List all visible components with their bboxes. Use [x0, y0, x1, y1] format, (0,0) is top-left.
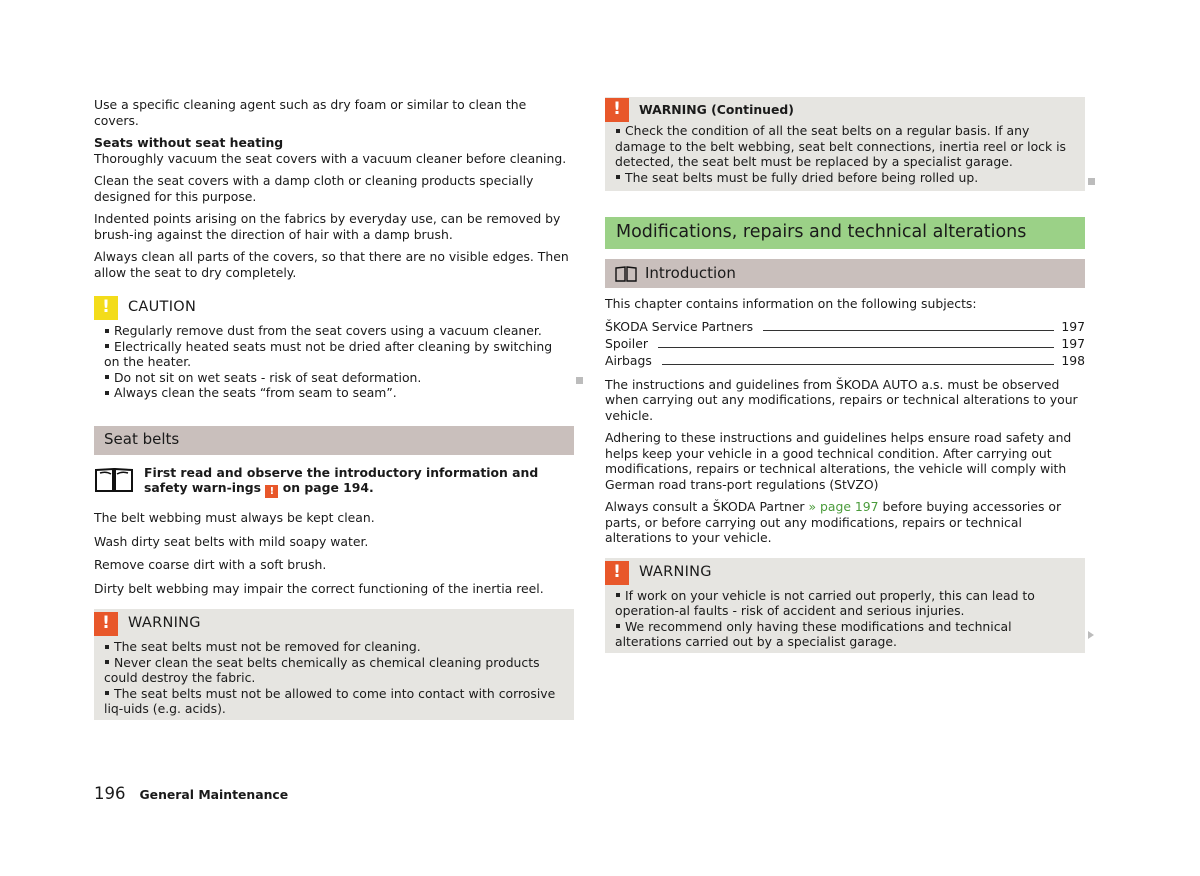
warning-continued-list — [615, 123, 1075, 185]
warning-continued-title: WARNING (Continued) — [639, 102, 794, 118]
paragraph — [94, 135, 574, 166]
paragraph: The belt webbing must always be kept clean. — [94, 510, 375, 525]
bullet-icon — [616, 593, 620, 597]
list-item: We recommend only having these modifications and technical alterations carried out by a specialist garage. — [615, 618, 1012, 649]
list-item: The seat belts must not be allowed to come into contact with corrosive liq-uids (e.g. acids). — [104, 685, 556, 716]
toc-entry[interactable]: Airbags 198 — [605, 353, 1085, 368]
warning-icon: ! — [605, 98, 629, 122]
warning-header — [605, 558, 1075, 588]
paragraph: Clean the seat covers with a damp cloth or cleaning products specially designed for this purpose. — [94, 173, 534, 204]
chapter-title: Modifications, repairs and technical alterations — [605, 217, 1085, 249]
book-icon — [94, 465, 134, 493]
list-item: Do not sit on wet seats - risk of seat deformation. — [104, 370, 564, 386]
bullet-icon — [105, 344, 109, 348]
paragraph: Always consult a ŠKODA Partner » page 197 before buying accessories or parts, or before carrying out any modifications, repairs or technical alterations to your vehicle. — [605, 499, 1062, 545]
chapter-name: General Maintenance — [139, 787, 289, 802]
caution-title: CAUTION — [128, 299, 197, 316]
end-of-section-mark — [1088, 178, 1095, 185]
list-item: Never clean the seat belts chemically as chemical cleaning products could destroy the fabric. — [104, 654, 540, 685]
list-item: Check the condition of all the seat belts on a regular basis. If any damage to the belt webbing, seat belt connections, inertia reel or lock is detected, the seat belt must be replaced by a specialist garage. — [615, 123, 1067, 169]
list-item: If work on your vehicle is not carried out properly, this can lead to operation-al faults - risk of accident and serious injuries. — [615, 587, 1035, 618]
bullet-icon — [105, 329, 109, 333]
caution-header — [94, 293, 564, 323]
warning-box — [94, 609, 574, 720]
right-column — [605, 97, 1085, 653]
list-item: Always clean the seats “from seam to seam”. — [104, 385, 564, 401]
list-item: The seat belts must be fully dried before being rolled up. — [615, 170, 1075, 186]
page-number: 196 — [94, 784, 126, 803]
toc-list — [605, 318, 1085, 369]
section-title: Seat belts — [94, 426, 574, 455]
paragraph-text: Thoroughly vacuum the seat covers with a vacuum cleaner before cleaning. — [94, 150, 567, 166]
paragraph: Wash dirty seat belts with mild soapy water. — [94, 533, 369, 549]
bullet-icon — [616, 624, 620, 628]
warning-mini-icon: ! — [265, 485, 278, 498]
warning-list — [104, 639, 564, 717]
paragraph: Adhering to these instructions and guidelines helps ensure road safety and helps keep your vehicle in a good technical condition. After carrying out modifications, repairs or technical alterations, the vehicle will comply with German road trans-port regulations (StVZO) — [605, 430, 1072, 492]
bullet-icon — [105, 660, 109, 664]
bullet-icon — [105, 691, 109, 695]
list-item: Regularly remove dust from the seat covers using a vacuum cleaner. — [104, 323, 564, 339]
paragraph: Use a specific cleaning agent such as dry foam or similar to clean the covers. — [94, 97, 527, 128]
warning-continued-box — [605, 97, 1085, 191]
continue-arrow-icon — [1088, 631, 1094, 639]
bullet-icon — [105, 375, 109, 379]
warning-box — [605, 558, 1085, 653]
paragraph: The instructions and guidelines from ŠKODA AUTO a.s. must be observed when carrying out any modifications, repairs or technical alterations to your vehicle. — [605, 376, 1078, 423]
bullet-icon — [105, 391, 109, 395]
bullet-icon — [616, 175, 620, 179]
caution-list — [104, 323, 564, 401]
left-column — [94, 97, 574, 720]
list-item: The seat belts must not be removed for cleaning. — [104, 639, 564, 655]
page-footer — [94, 786, 288, 803]
end-of-section-mark — [576, 377, 583, 384]
warning-title: WARNING — [639, 563, 712, 580]
sub-heading: Seats without seat heating — [94, 135, 284, 150]
open-book-icon — [615, 266, 637, 282]
paragraph: This chapter contains information on the following subjects: — [605, 296, 977, 311]
note-text: First read and observe the introductory information and safety warn-ings ! on page 194. — [144, 464, 539, 497]
bullet-icon — [105, 645, 109, 649]
caution-box — [94, 293, 574, 404]
caution-icon: ! — [94, 296, 118, 320]
warning-list — [615, 588, 1075, 650]
warning-icon: ! — [605, 561, 629, 585]
page-link[interactable]: » page 197 — [808, 499, 879, 514]
toc-entry[interactable]: ŠKODA Service Partners 197 — [605, 319, 1085, 334]
paragraph: Dirty belt webbing may impair the correct functioning of the inertia reel. — [94, 580, 544, 596]
bullet-icon — [616, 129, 620, 133]
warning-header — [94, 609, 564, 639]
warning-continued-header — [605, 97, 1075, 123]
paragraph: Remove coarse dirt with a soft brush. — [94, 557, 327, 572]
intro-heading: Introduction — [605, 259, 1085, 288]
paragraph: Always clean all parts of the covers, so that there are no visible edges. Then allow the seat to dry completely. — [94, 249, 569, 280]
safety-note — [94, 465, 574, 499]
warning-icon: ! — [94, 612, 118, 636]
list-item: Electrically heated seats must not be dried after cleaning by switching on the heater. — [104, 338, 553, 369]
toc-entry[interactable]: Spoiler 197 — [605, 336, 1085, 351]
paragraph: Indented points arising on the fabrics by everyday use, can be removed by brush-ing against the direction of hair with a damp brush. — [94, 211, 561, 242]
warning-title: WARNING — [128, 615, 201, 632]
